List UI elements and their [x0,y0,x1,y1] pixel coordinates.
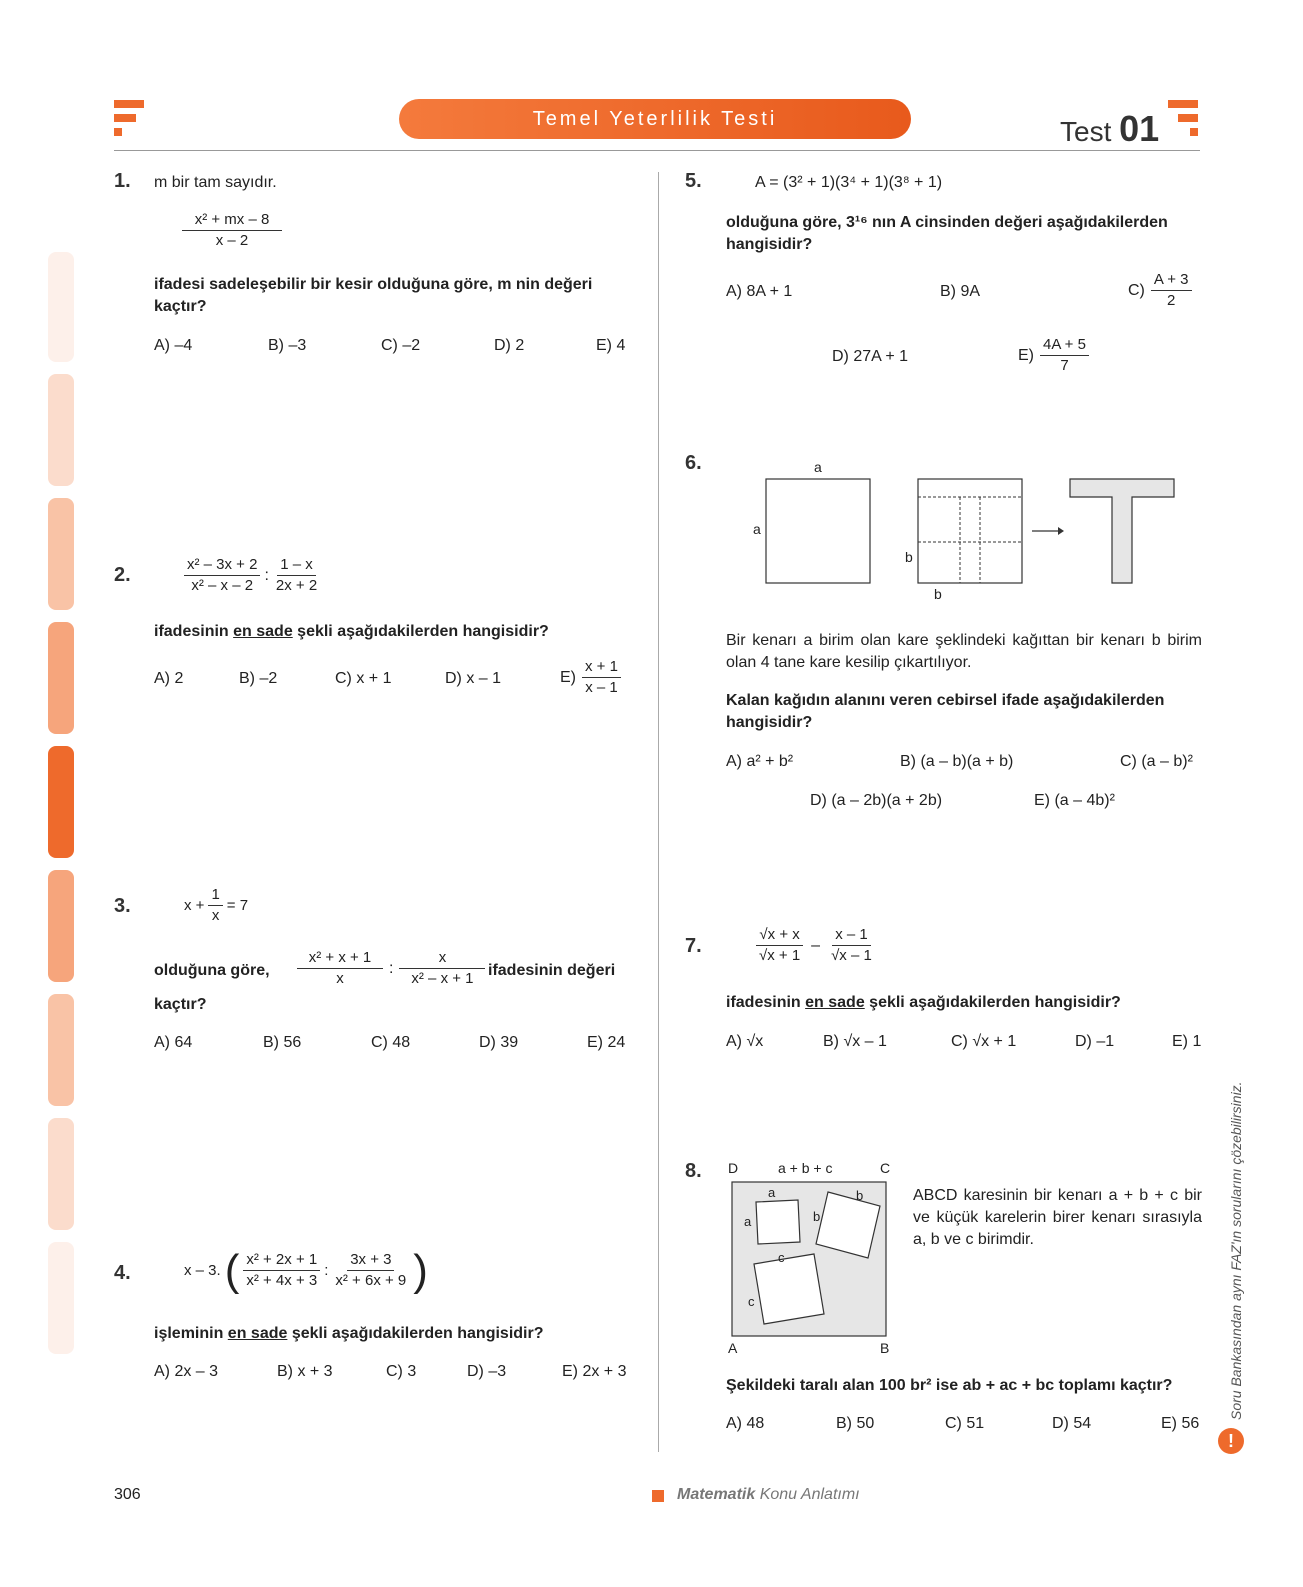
q8-description: ABCD karesinin bir kenarı a + b + c bir ve küçük karelerin birer kenarı sırasıyla a, b ve c birimdir. [913,1187,1202,1248]
q1-text: ifadesi sadeleşebilir bir kesir olduğuna göre, m nin değeri kaçtır? [154,276,593,315]
q1-intro: m bir tam sayıdır. [154,174,277,191]
q6-label-b-bottom: b [934,586,942,602]
q4-option-a[interactable]: A) 2x – 3 [154,1363,219,1380]
q4-expression: x – 3. ( $\frac{\text{x² + 2x + 1}}{\text{x² + 4x + 3}}$ : $\frac{3x + 3}{\text{x² + 6x + 9}}$ ) [184,1245,428,1295]
q5-option-d[interactable]: D) 27A + 1 [832,348,909,365]
q2-option-e[interactable]: E) $\frac{x + 1}{x - 1}$ [560,657,621,698]
q8-option-a[interactable]: A) 48 [726,1415,765,1432]
q2-option-a[interactable]: A) 2 [154,670,184,687]
footer-book-title: Matematik Konu Anlatımı [677,1486,860,1503]
q5-equation: A = (3² + 1)(3⁴ + 1)(3⁸ + 1) [755,174,943,191]
q5-number: 5. [685,170,702,192]
q6-label-a-top: a [814,459,822,475]
q4-text: işleminin en sade şekli aşağıdakilerden hangisidir? [154,1325,544,1342]
side-tab [48,994,74,1106]
side-tab [48,252,74,362]
q6-cut-square [918,479,1022,583]
q6-figure [740,455,1180,600]
q8-square-a [756,1200,800,1244]
side-note-exclamation-icon: ! [1218,1428,1244,1454]
q1-number: 1. [114,170,131,192]
q6-option-b[interactable]: B) (a – b)(a + b) [900,753,1014,770]
q6-big-square [766,479,870,583]
q1-option-e[interactable]: E) 4 [596,337,626,354]
q7-option-a[interactable]: A) √x [726,1033,764,1050]
q7-option-d[interactable]: D) –1 [1075,1033,1115,1050]
q8-square-c [754,1254,824,1324]
q7-text: ifadesinin en sade şekli aşağıdakilerden hangisidir? [726,994,1121,1011]
q8-label-a2: a [744,1214,752,1229]
q3-expression: $\frac{\text{x² + x + 1}}{x}$ : $\frac{x}{\text{x² – x + 1}}$ [297,948,485,989]
header-rule [114,150,1200,151]
q6-text1: Bir kenarı a birim olan kare şeklindeki kağıttan bir kenarı b birim olan 4 tane kare kesilip çıkartılıyor. [726,632,1202,671]
page-number: 306 [114,1486,141,1503]
q2-number: 2. [114,564,131,586]
test-word: Test [1060,116,1112,147]
q8-corner-a: A [728,1340,738,1356]
side-tab [48,622,74,734]
publisher-logo-icon [114,100,144,140]
q4-number: 4. [114,1262,131,1284]
q6-label-a-left: a [753,521,761,537]
q3-number: 3. [114,895,131,917]
q8-number: 8. [685,1160,702,1182]
side-tab [48,498,74,610]
q7-option-c[interactable]: C) √x + 1 [951,1033,1017,1050]
q6-number: 6. [685,452,702,474]
q5-option-e[interactable]: E) $\frac{4A + 5}{7}$ [1018,335,1089,376]
side-tab [48,374,74,486]
side-tab-active [48,746,74,858]
q3-text-b: ifadesinin değeri [488,962,616,979]
q3-option-c[interactable]: C) 48 [371,1034,411,1051]
q8-label-b2: b [813,1209,821,1224]
q6-option-e[interactable]: E) (a – 4b)² [1034,792,1115,809]
column-divider [658,172,659,1452]
q2-text: ifadesinin en sade şekli aşağıdakilerden hangisidir? [154,623,549,640]
q6-option-a[interactable]: A) a² + b² [726,753,794,770]
q8-side-label: a + b + c [778,1160,833,1176]
q3-equation: x + $\frac{1}{x}$ = 7 [184,886,249,924]
q1-option-a[interactable]: A) –4 [154,337,193,354]
q2-option-d[interactable]: D) x – 1 [445,670,502,687]
q6-option-d[interactable]: D) (a – 2b)(a + 2b) [810,792,943,809]
q8-text: Şekildeki taralı alan 100 br² ise ab + ac + bc toplamı kaçtır? [726,1377,1173,1394]
side-note: Soru Bankasından aynı FAZ'ın sorularını çözebilirsiniz. [1228,1081,1244,1420]
q8-label-a1: a [768,1185,776,1200]
side-tab [48,870,74,982]
q3-option-e[interactable]: E) 24 [587,1034,626,1051]
q3-text-a: olduğuna göre, [154,962,270,979]
q6-text2: Kalan kağıdın alanını veren cebirsel ifade aşağıdakilerden hangisidir? [726,692,1165,731]
q2-option-b[interactable]: B) –2 [239,670,278,687]
q2-option-c[interactable]: C) x + 1 [335,670,392,687]
q3-option-a[interactable]: A) 64 [154,1034,193,1051]
side-tab [48,1118,74,1230]
q5-option-c[interactable]: C) $\frac{A + 3}{2}$ [1128,270,1192,311]
q4-option-c[interactable]: C) 3 [386,1363,417,1380]
q6-option-c[interactable]: C) (a – b)² [1120,753,1193,770]
q8-corner-c: C [880,1160,891,1176]
q7-expression: $\frac{√x + x}{√x + 1}$ – $\frac{x - 1}{√x - 1}$ [756,925,875,966]
q1-fraction: $\frac{\text{x² + mx – 8}}{x - 2}$ [182,210,282,251]
q1-option-b[interactable]: B) –3 [268,337,307,354]
q3-option-b[interactable]: B) 56 [263,1034,302,1051]
q8-option-e[interactable]: E) 56 [1161,1415,1200,1432]
q8-option-c[interactable]: C) 51 [945,1415,985,1432]
q2-expression: $\frac{\text{x² – 3x + 2}}{\text{x² – x – 2}}$ : $\frac{1 - x}{2x + 2}$ [184,555,320,596]
q5-option-b[interactable]: B) 9A [940,283,981,300]
q1-option-d[interactable]: D) 2 [494,337,525,354]
q8-corner-b: B [880,1340,890,1356]
q3-text-c: kaçtır? [154,996,207,1013]
q6-t-shape [1070,479,1174,583]
q3-option-d[interactable]: D) 39 [479,1034,519,1051]
q4-option-e[interactable]: E) 2x + 3 [562,1363,627,1380]
q5-text: olduğuna göre, 3¹⁶ nın A cinsinden değeri aşağıdakilerden hangisidir? [726,214,1168,253]
q6-label-b-left: b [905,549,913,565]
q8-label-c2: c [748,1294,755,1309]
footer-square-icon [652,1490,664,1502]
q1-option-c[interactable]: C) –2 [381,337,421,354]
q7-option-e[interactable]: E) 1 [1172,1033,1202,1050]
side-tab [48,1242,74,1354]
q8-option-d[interactable]: D) 54 [1052,1415,1092,1432]
q8-figure [726,1160,901,1345]
q4-option-b[interactable]: B) x + 3 [277,1363,333,1380]
q7-option-b[interactable]: B) √x – 1 [823,1033,887,1050]
header-title: Temel Yeterlilik Testi [399,99,911,139]
q5-option-a[interactable]: A) 8A + 1 [726,283,793,300]
test-number: 01 [1119,108,1160,149]
header-mark-icon [1168,100,1198,140]
q7-number: 7. [685,935,702,957]
q8-label-c1: c [778,1250,785,1265]
test-label [1060,108,1159,150]
q8-label-b1: b [856,1188,864,1203]
q8-corner-d: D [728,1160,739,1176]
q8-option-b[interactable]: B) 50 [836,1415,875,1432]
q4-option-d[interactable]: D) –3 [467,1363,507,1380]
